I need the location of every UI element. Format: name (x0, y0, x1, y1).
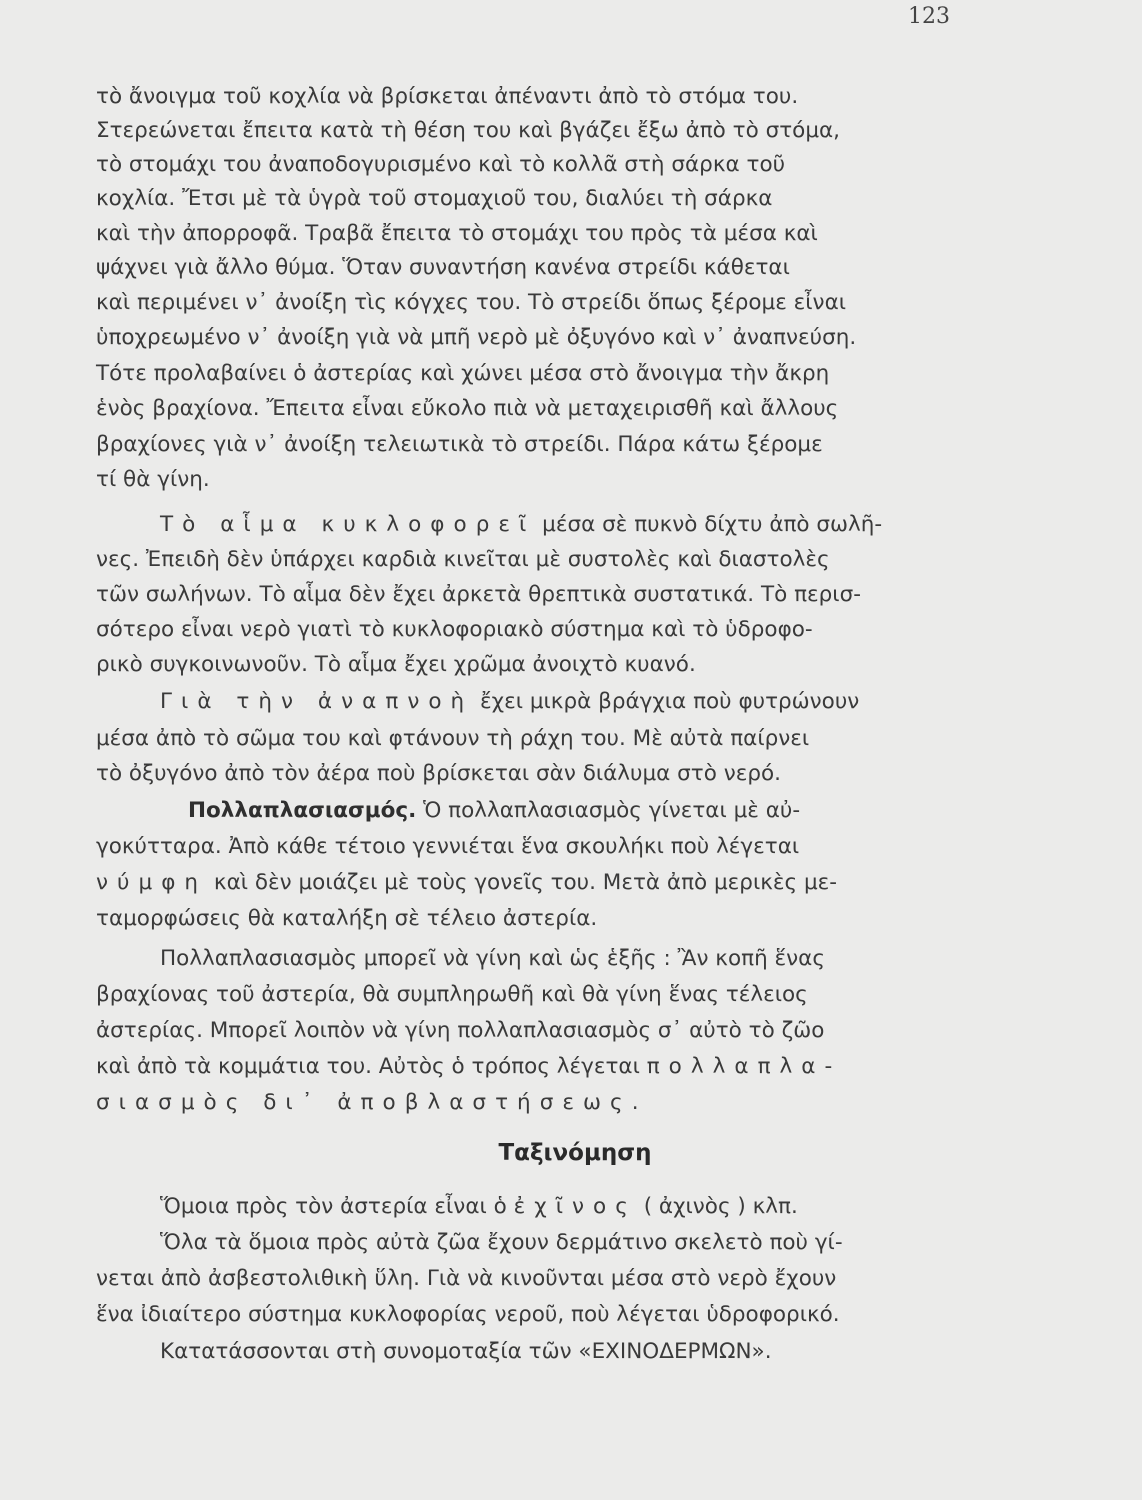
text-line (188, 794, 800, 828)
text-run: μέσα σὲ πυκνὸ δίχτυ ἀπὸ σωλῆ- (535, 512, 883, 537)
text-run: καὶ ἀπὸ τὰ κομμάτια του. Αὐτὸς ὁ τρόπος λέγεται (96, 1054, 647, 1079)
text-line: ταμορφώσεις θὰ καταλήξη σὲ τέλειο ἀστερία. (96, 906, 598, 931)
text-line: σότερο εἶναι νερὸ γιατὶ τὸ κυκλοφοριακὸ σύστημα καὶ τὸ ὑδροφο- (96, 617, 813, 642)
text-line: νες. Ἐπειδὴ δὲν ὑπάρχει καρδιὰ κινεῖται μὲ συστολὲς καὶ διαστολὲς (96, 547, 830, 572)
text-line (96, 1086, 648, 1120)
page-number: 123 (908, 4, 950, 29)
text-line (96, 1050, 841, 1084)
text-line: μέσα ἀπὸ τὸ σῶμα του καὶ φτάνουν τὴ ράχη του. Μὲ αὐτὰ παίρνει (96, 726, 810, 751)
emphasized-term: Γιὰ τὴν ἀναπνοὴ (160, 689, 474, 714)
text-line: Στερεώνεται ἔπειτα κατὰ τὴ θέση του καὶ βγάζει ἔξω ἀπὸ τὸ στόμα, (96, 118, 841, 143)
emphasized-term: Τὸ αἷμα κυκλοφορεῖ (160, 512, 536, 537)
text-line: ρικὸ συγκοινωνοῦν. Τὸ αἷμα ἔχει χρῶμα ἀνοιχτὸ κυανό. (96, 652, 696, 677)
emphasized-term: πολλαπλα- (646, 1054, 842, 1079)
text-line: βραχίονας τοῦ ἀστερία, θὰ συμπληρωθῆ καὶ θὰ γίνη ἕνας τέλειος (96, 982, 808, 1007)
emphasized-term: ἐχῖνος (513, 1194, 637, 1219)
text-line: κοχλία. Ἔτσι μὲ τὰ ὑγρὰ τοῦ στομαχιοῦ του, διαλύει τὴ σάρκα (96, 186, 773, 211)
subsection-title: Πολλαπλασιασμός. (188, 798, 417, 823)
text-run: καὶ δὲν μοιάζει μὲ τοὺς γονεῖς του. Μετὰ ἀπὸ μερικὲς με- (207, 870, 838, 895)
text-line: ἀστερίας. Μπορεῖ λοιπὸν νὰ γίνη πολλαπλασιασμὸς σ᾽ αὐτὸ τὸ ζῶο (96, 1018, 825, 1043)
text-line: βραχίονες γιὰ ν᾽ ἀνοίξη τελειωτικὰ τὸ στρείδι. Πάρα κάτω ξέρομε (96, 432, 823, 457)
text-run: Ὅμοια πρὸς τὸν ἀστερία εἶναι ὁ (160, 1194, 514, 1219)
text-line: τὸ στομάχι του ἀναποδογυρισμένο καὶ τὸ κολλᾶ στὴ σάρκα τοῦ (96, 152, 786, 177)
text-run: ἔχει μικρὰ βράγχια ποὺ φυτρώνουν (473, 689, 860, 714)
text-line: καὶ τὴν ἀπορροφᾶ. Τραβᾶ ἔπειτα τὸ στομάχι του πρὸς τὰ μέσα καὶ (96, 221, 818, 246)
text-line: Τότε προλαβαίνει ὁ ἀστερίας καὶ χώνει μέσα στὸ ἄνοιγμα τὴν ἄκρη (96, 361, 830, 386)
emphasized-term: νύμφη (96, 870, 208, 895)
text-line: γοκύτταρα. Ἀπὸ κάθε τέτοιο γεννιέται ἕνα σκουλήκι ποὺ λέγεται (96, 834, 800, 859)
text-line: ἕνα ἰδιαίτερο σύστημα κυκλοφορίας νεροῦ, ποὺ λέγεται ὑδροφορικό. (96, 1302, 840, 1327)
text-line: τὸ ὀξυγόνο ἀπὸ τὸν ἀέρα ποὺ βρίσκεται σὰν διάλυμα στὸ νερό. (96, 761, 781, 786)
text-line (160, 1190, 798, 1224)
text-line (160, 685, 859, 719)
text-line: νεται ἀπὸ ἀσβεστολιθικὴ ὕλη. Γιὰ νὰ κινοῦνται μέσα στὸ νερὸ ἔχουν (96, 1266, 837, 1291)
text-line: ψάχνει γιὰ ἄλλο θύμα. Ὅταν συναντήση κανένα στρείδι κάθεται (96, 255, 790, 280)
text-line: καὶ περιμένει ν᾽ ἀνοίξη τὶς κόγχες του. Τὸ στρείδι ὅπως ξέρομε εἶναι (96, 290, 847, 315)
text-line: τῶν σωλήνων. Τὸ αἷμα δὲν ἔχει ἀρκετὰ θρεπτικὰ συστατικά. Τὸ περισ- (96, 582, 861, 607)
text-line: τὸ ἄνοιγμα τοῦ κοχλία νὰ βρίσκεται ἀπέναντι ἀπὸ τὸ στόμα του. (96, 84, 799, 109)
text-line: τί θὰ γίνη. (96, 467, 210, 492)
text-line: Πολλαπλασιασμὸς μπορεῖ νὰ γίνη καὶ ὡς ἑξῆς : Ἂν κοπῆ ἕνας (160, 946, 825, 971)
text-run: ( ἀχινὸς ) κλπ. (636, 1194, 798, 1219)
text-run: Ὁ πολλαπλασιασμὸς γίνεται μὲ αὐ- (416, 798, 801, 823)
text-line: Κατατάσσονται στὴ συνομοταξία τῶν «ΕΧΙΝΟΔΕΡΜΩΝ». (160, 1339, 772, 1364)
text-line: Ὅλα τὰ ὅμοια πρὸς αὐτὰ ζῶα ἔχουν δερμάτινο σκελετὸ ποὺ γί- (160, 1230, 843, 1255)
text-line: ἑνὸς βραχίονα. Ἔπειτα εἶναι εὔκολο πιὰ νὰ μεταχειρισθῆ καὶ ἄλλους (96, 396, 839, 421)
emphasized-term: σιασμὸς δι᾽ ἀποβλαστήσεως. (96, 1090, 648, 1115)
text-line (96, 866, 837, 900)
section-heading: Ταξινόμηση (498, 1140, 652, 1166)
text-line: ὑποχρεωμένο ν᾽ ἀνοίξη γιὰ νὰ μπῆ νερὸ μὲ ὀξυγόνο καὶ ν᾽ ἀναπνεύση. (96, 325, 857, 350)
text-line (160, 508, 882, 542)
